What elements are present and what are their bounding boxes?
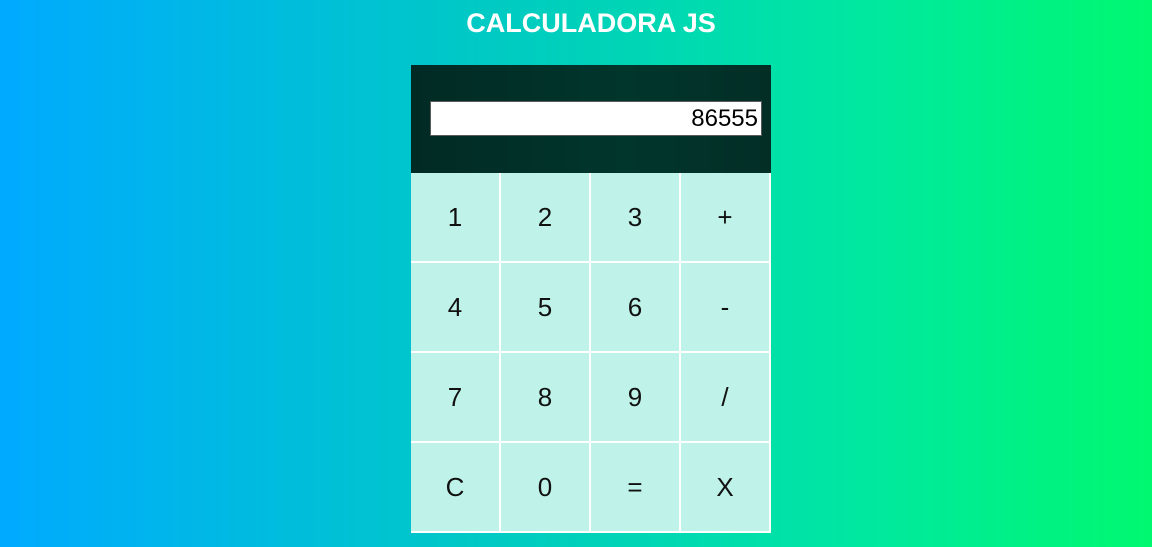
key-clear[interactable]: C [411, 443, 499, 531]
key-subtract[interactable]: - [681, 263, 769, 351]
key-divide[interactable]: / [681, 353, 769, 441]
keypad [411, 173, 771, 533]
key-1[interactable]: 1 [411, 173, 499, 261]
key-9[interactable]: 9 [591, 353, 679, 441]
key-4[interactable]: 4 [411, 263, 499, 351]
page-title: CALCULADORA JS [466, 8, 716, 38]
key-6[interactable]: 6 [591, 263, 679, 351]
key-8[interactable]: 8 [501, 353, 589, 441]
calculator [411, 65, 771, 533]
display-input[interactable] [430, 101, 762, 136]
display-panel [411, 65, 771, 173]
key-0[interactable]: 0 [501, 443, 589, 531]
key-multiply[interactable]: X [681, 443, 769, 531]
key-add[interactable]: + [681, 173, 769, 261]
key-3[interactable]: 3 [591, 173, 679, 261]
key-2[interactable]: 2 [501, 173, 589, 261]
key-7[interactable]: 7 [411, 353, 499, 441]
key-equals[interactable]: = [591, 443, 679, 531]
key-5[interactable]: 5 [501, 263, 589, 351]
